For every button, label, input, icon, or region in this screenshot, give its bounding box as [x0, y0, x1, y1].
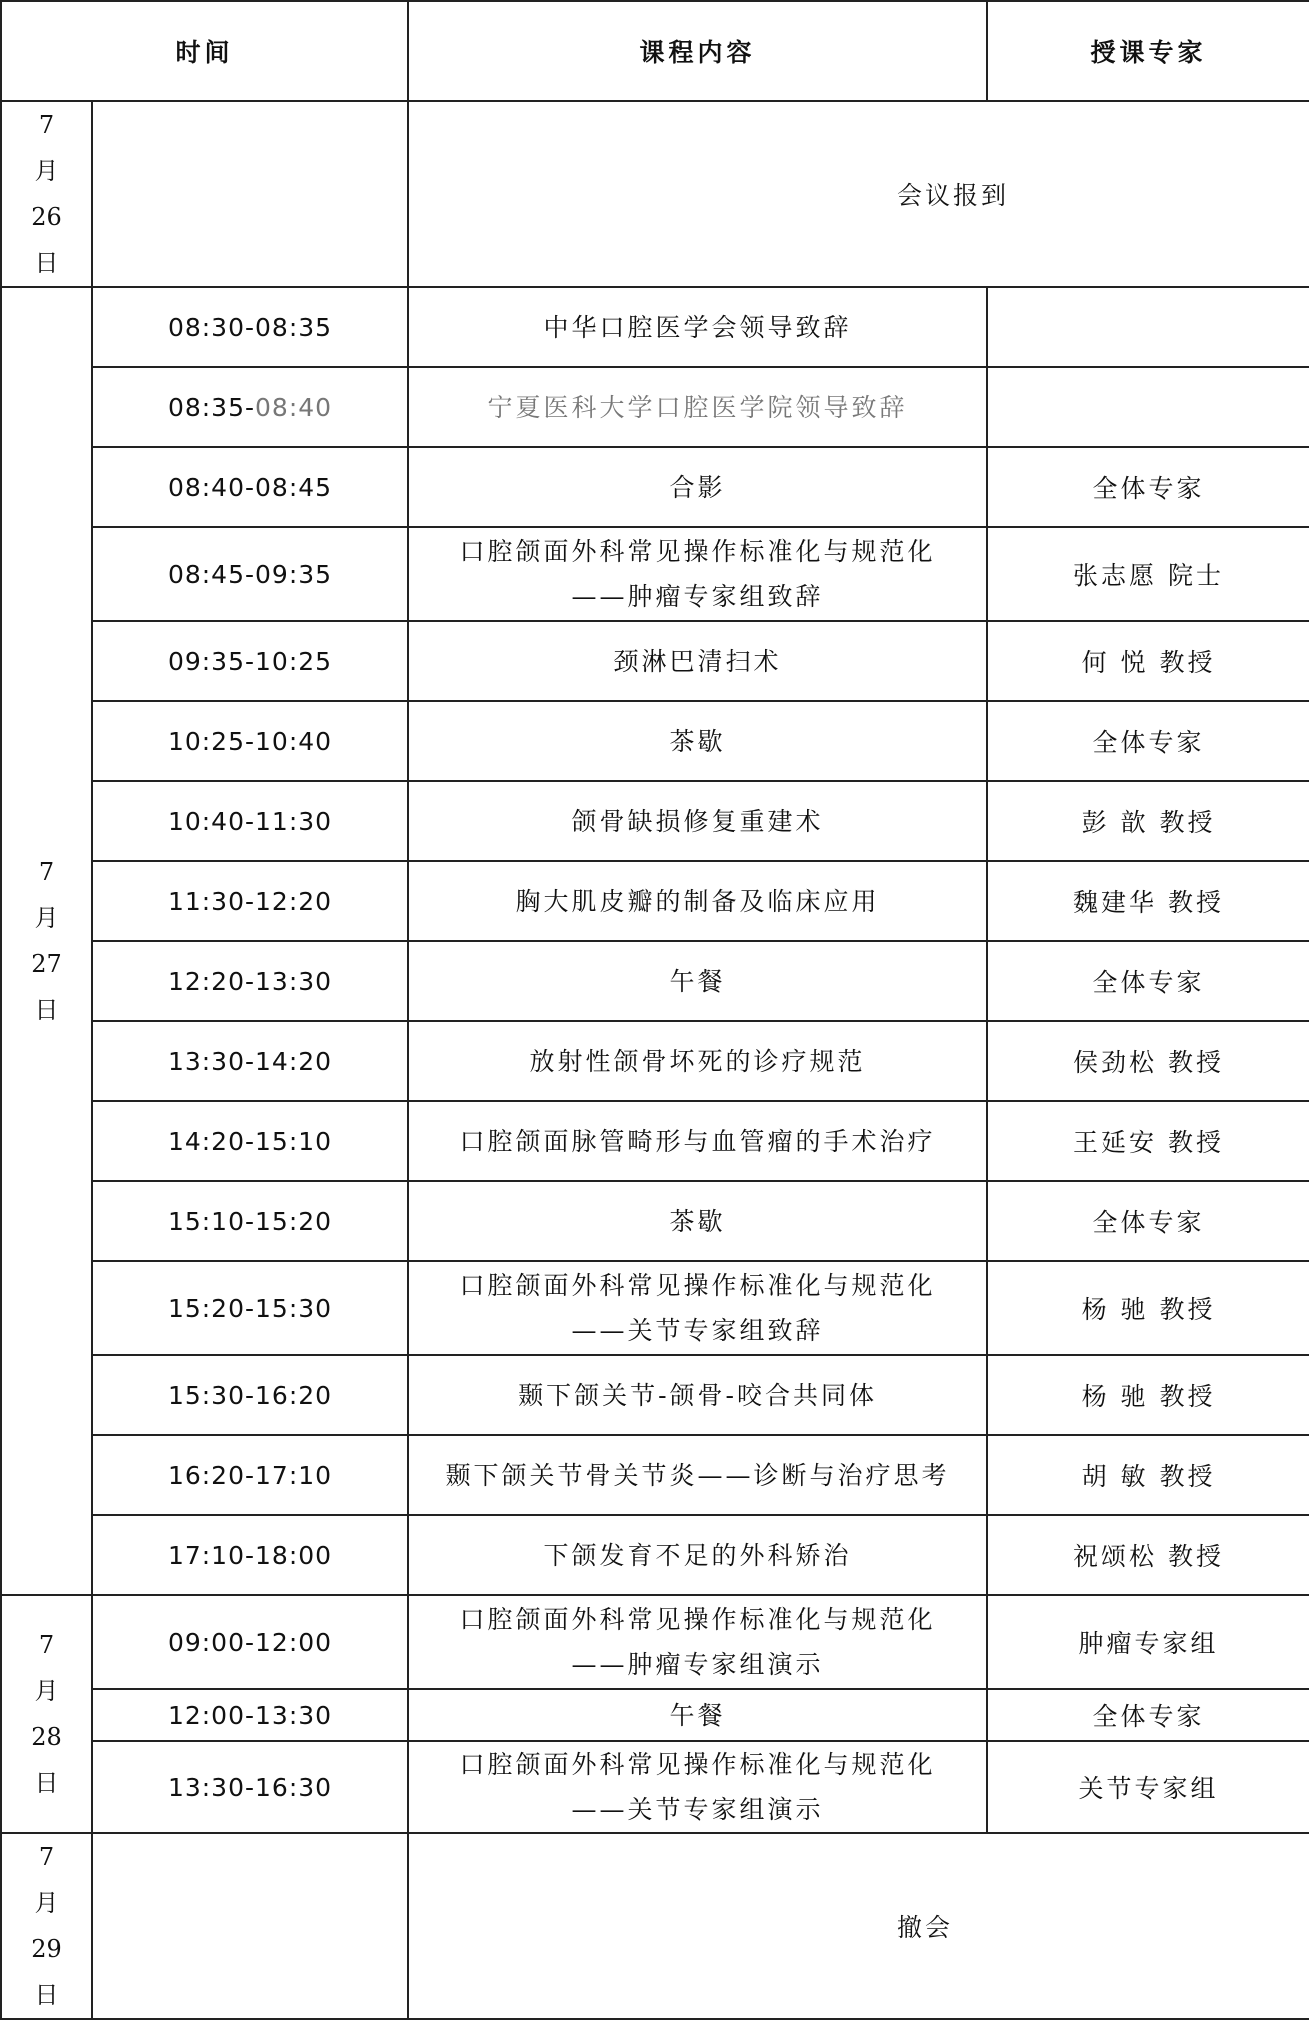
expert-cell: 魏建华 教授: [987, 861, 1309, 941]
time-cell: 15:30-16:20: [92, 1355, 408, 1435]
content-cell: 颈淋巴清扫术: [408, 621, 987, 701]
table-row: [1, 1741, 1309, 1833]
table-row: [1, 781, 1309, 861]
header-row: [1, 1, 1309, 101]
table-row: [1, 621, 1309, 701]
content-cell: 中华口腔医学会领导致辞: [408, 287, 987, 367]
table-row: [1, 527, 1309, 621]
table-row: [1, 367, 1309, 447]
table-row: [1, 1181, 1309, 1261]
time-cell: 16:20-17:10: [92, 1435, 408, 1515]
date-cell-29: 7 月 29 日: [1, 1833, 92, 2019]
header-time: 时间: [1, 1, 408, 101]
expert-cell: 全体专家: [987, 1181, 1309, 1261]
expert-cell: [987, 367, 1309, 447]
time-cell: 11:30-12:20: [92, 861, 408, 941]
time-cell: 12:20-13:30: [92, 941, 408, 1021]
time-cell: 10:25-10:40: [92, 701, 408, 781]
content-cell: 口腔颌面外科常见操作标准化与规范化 ——关节专家组致辞: [408, 1261, 987, 1355]
table-row: [1, 1595, 1309, 1689]
content-cell: 午餐: [408, 1689, 987, 1741]
time-cell-empty: [92, 1833, 408, 2019]
table-row: [1, 701, 1309, 781]
event-checkin: 会议报到: [408, 101, 1309, 287]
expert-cell: 肿瘤专家组: [987, 1595, 1309, 1689]
expert-cell: 全体专家: [987, 941, 1309, 1021]
content-cell: 合影: [408, 447, 987, 527]
date-cell-26: 7 月 26 日: [1, 101, 92, 287]
content-cell: 茶歇: [408, 701, 987, 781]
expert-cell: 王延安 教授: [987, 1101, 1309, 1181]
content-cell: 颞下颌关节-颌骨-咬合共同体: [408, 1355, 987, 1435]
content-cell: 口腔颌面外科常见操作标准化与规范化 ——肿瘤专家组演示: [408, 1595, 987, 1689]
time-cell: 15:10-15:20: [92, 1181, 408, 1261]
expert-cell: 何 悦 教授: [987, 621, 1309, 701]
date-cell-28: 7 月 28 日: [1, 1595, 92, 1833]
time-cell: 08:45-09:35: [92, 527, 408, 621]
expert-cell: 胡 敏 教授: [987, 1435, 1309, 1515]
time-cell: 10:40-11:30: [92, 781, 408, 861]
table-row: [1, 861, 1309, 941]
content-cell: 胸大肌皮瓣的制备及临床应用: [408, 861, 987, 941]
expert-cell: [987, 287, 1309, 367]
table-row: [1, 941, 1309, 1021]
time-cell: 12:00-13:30: [92, 1689, 408, 1741]
expert-cell: 祝颂松 教授: [987, 1515, 1309, 1595]
table-row: [1, 1435, 1309, 1515]
content-cell: 午餐: [408, 941, 987, 1021]
content-cell: 放射性颌骨坏死的诊疗规范: [408, 1021, 987, 1101]
time-cell: 17:10-18:00: [92, 1515, 408, 1595]
time-cell: 09:35-10:25: [92, 621, 408, 701]
content-cell: 口腔颌面外科常见操作标准化与规范化 ——肿瘤专家组致辞: [408, 527, 987, 621]
date-cell-27: 7 月 27 日: [1, 287, 92, 1595]
time-cell: 13:30-14:20: [92, 1021, 408, 1101]
expert-cell: 关节专家组: [987, 1741, 1309, 1833]
expert-cell: 侯劲松 教授: [987, 1021, 1309, 1101]
time-cell: 08:40-08:45: [92, 447, 408, 527]
expert-cell: 全体专家: [987, 1689, 1309, 1741]
day-26-row: [1, 101, 1309, 287]
expert-cell: 杨 驰 教授: [987, 1261, 1309, 1355]
expert-cell: 杨 驰 教授: [987, 1355, 1309, 1435]
table-row: [1, 1101, 1309, 1181]
event-closing: 撤会: [408, 1833, 1309, 2019]
time-cell: 09:00-12:00: [92, 1595, 408, 1689]
time-cell: 13:30-16:30: [92, 1741, 408, 1833]
table-row: [1, 1355, 1309, 1435]
content-cell: 茶歇: [408, 1181, 987, 1261]
expert-cell: 全体专家: [987, 447, 1309, 527]
time-cell: 08:30-08:35: [92, 287, 408, 367]
content-cell: 颌骨缺损修复重建术: [408, 781, 987, 861]
table-row: [1, 1261, 1309, 1355]
content-cell: 口腔颌面外科常见操作标准化与规范化 ——关节专家组演示: [408, 1741, 987, 1833]
content-cell: 颞下颌关节骨关节炎——诊断与治疗思考: [408, 1435, 987, 1515]
table-row: [1, 1515, 1309, 1595]
content-cell: 下颌发育不足的外科矫治: [408, 1515, 987, 1595]
header-content: 课程内容: [408, 1, 987, 101]
content-cell: 口腔颌面脉管畸形与血管瘤的手术治疗: [408, 1101, 987, 1181]
table-row: [1, 447, 1309, 527]
content-cell: 宁夏医科大学口腔医学院领导致辞: [408, 367, 987, 447]
table-row: [1, 1021, 1309, 1101]
table-row: [1, 1689, 1309, 1741]
time-cell-empty: [92, 101, 408, 287]
time-cell: 15:20-15:30: [92, 1261, 408, 1355]
time-cell: 14:20-15:10: [92, 1101, 408, 1181]
header-expert: 授课专家: [987, 1, 1309, 101]
time-cell: 08:35-08:40: [92, 367, 408, 447]
table-row: [1, 287, 1309, 367]
expert-cell: 张志愿 院士: [987, 527, 1309, 621]
day-29-row: [1, 1833, 1309, 2019]
expert-cell: 全体专家: [987, 701, 1309, 781]
expert-cell: 彭 歆 教授: [987, 781, 1309, 861]
